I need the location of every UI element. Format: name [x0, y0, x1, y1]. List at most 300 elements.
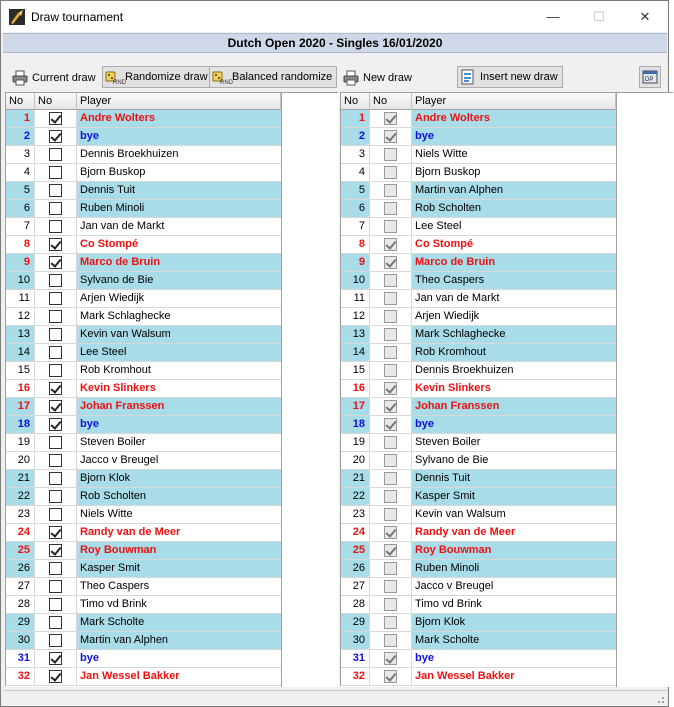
- row-number: 32: [6, 668, 35, 685]
- no-rnd-checkbox[interactable]: [49, 508, 62, 521]
- no-rnd-cell: [370, 416, 412, 433]
- row-number: 10: [341, 272, 370, 289]
- no-rnd-cell: [370, 110, 412, 127]
- no-rnd-checkbox: [384, 328, 397, 341]
- table-row[interactable]: [341, 650, 616, 668]
- no-rnd-checkbox[interactable]: [49, 292, 62, 305]
- row-number: 13: [6, 326, 35, 343]
- toolbar: [3, 59, 667, 93]
- player-name[interactable]: Ruben Minoli: [77, 200, 281, 217]
- randomize-draw-label: Randomize draw: [125, 71, 208, 83]
- no-rnd-cell: [370, 308, 412, 325]
- table-row[interactable]: [341, 146, 616, 164]
- no-rnd-checkbox[interactable]: [49, 544, 62, 557]
- column-no-rnd[interactable]: No: [370, 93, 412, 110]
- row-number: 20: [6, 452, 35, 469]
- player-name[interactable]: Bjorn Buskop: [80, 166, 146, 178]
- column-player[interactable]: Player: [77, 93, 281, 110]
- row-number: 7: [341, 218, 370, 235]
- player-name[interactable]: Theo Caspers: [412, 272, 616, 289]
- no-rnd-checkbox[interactable]: [49, 130, 62, 143]
- no-rnd-checkbox[interactable]: [49, 184, 62, 197]
- table-row[interactable]: [6, 380, 281, 398]
- player-name[interactable]: bye: [415, 652, 434, 664]
- player-name[interactable]: Co Stompé: [415, 238, 474, 250]
- table-row[interactable]: [341, 200, 616, 218]
- no-rnd-checkbox: [384, 112, 397, 125]
- no-rnd-cell: [370, 506, 412, 523]
- row-number: 1: [341, 110, 370, 127]
- player-name[interactable]: Jacco v Breugel: [415, 580, 494, 592]
- player-name[interactable]: Lee Steel: [77, 344, 281, 361]
- maximize-button[interactable]: ☐: [593, 8, 605, 24]
- minimize-button[interactable]: —: [546, 9, 560, 24]
- no-rnd-checkbox[interactable]: [49, 472, 62, 485]
- current-draw-rows: [6, 110, 281, 686]
- row-number: 13: [341, 326, 370, 343]
- no-rnd-cell: [35, 506, 77, 523]
- no-rnd-checkbox: [384, 184, 397, 197]
- table-row[interactable]: [341, 380, 616, 398]
- resize-grip-icon[interactable]: [655, 694, 665, 704]
- table-row[interactable]: [6, 362, 281, 380]
- row-number: 1: [6, 110, 35, 127]
- column-no[interactable]: No: [341, 93, 370, 110]
- player-name[interactable]: Andre Wolters: [77, 110, 281, 127]
- player-name[interactable]: Martin van Alphen: [412, 182, 616, 199]
- table-row[interactable]: [341, 236, 616, 254]
- player-name[interactable]: Sylvano de Bie: [415, 454, 489, 466]
- no-rnd-checkbox[interactable]: [49, 166, 62, 179]
- close-button[interactable]: ✕: [639, 8, 651, 24]
- player-name[interactable]: Kevin Slinkers: [415, 382, 491, 394]
- no-rnd-cell: [35, 110, 77, 127]
- player-name[interactable]: bye: [77, 416, 281, 433]
- no-rnd-cell: [35, 470, 77, 487]
- table-row[interactable]: [341, 308, 616, 326]
- no-rnd-checkbox[interactable]: [49, 220, 62, 233]
- row-number: 21: [6, 470, 35, 487]
- table-row[interactable]: [6, 560, 281, 578]
- row-number: 27: [341, 578, 370, 595]
- no-rnd-checkbox[interactable]: [49, 616, 62, 629]
- table-row[interactable]: [6, 524, 281, 542]
- table-row[interactable]: [6, 128, 281, 146]
- table-row[interactable]: [6, 326, 281, 344]
- table-row[interactable]: [341, 506, 616, 524]
- row-number: 5: [341, 182, 370, 199]
- no-rnd-checkbox[interactable]: [49, 652, 62, 665]
- player-name[interactable]: Timo vd Brink: [80, 598, 147, 610]
- no-rnd-cell: [370, 128, 412, 145]
- table-row[interactable]: [341, 668, 616, 686]
- row-number: 12: [6, 308, 35, 325]
- no-rnd-cell: [35, 128, 77, 145]
- window-title: Draw tournament: [31, 9, 124, 24]
- player-name[interactable]: Jacco v Breugel: [80, 454, 159, 466]
- table-row[interactable]: [6, 434, 281, 452]
- no-rnd-checkbox: [384, 130, 397, 143]
- print-new-draw-button[interactable]: [340, 67, 417, 89]
- table-row[interactable]: [341, 272, 616, 290]
- no-rnd-checkbox[interactable]: [49, 202, 62, 215]
- player-name[interactable]: bye: [412, 128, 616, 145]
- column-no-rnd[interactable]: No: [35, 93, 77, 110]
- player-name[interactable]: Steven Boiler: [415, 436, 481, 448]
- no-rnd-cell: [35, 452, 77, 469]
- player-name[interactable]: Dennis Tuit: [77, 182, 281, 199]
- current-draw-grid: [5, 92, 338, 686]
- table-row[interactable]: [6, 578, 281, 596]
- row-number: 3: [6, 146, 35, 163]
- player-name[interactable]: Bjorn Klok: [412, 614, 616, 631]
- row-number: 24: [341, 524, 370, 541]
- player-name[interactable]: Steven Boiler: [80, 436, 146, 448]
- player-name[interactable]: bye: [77, 128, 281, 145]
- no-rnd-checkbox[interactable]: [49, 310, 62, 323]
- new-draw-label: New draw: [363, 72, 412, 84]
- no-rnd-cell: [35, 488, 77, 505]
- svg-text:RND: RND: [113, 80, 126, 86]
- no-rnd-checkbox[interactable]: [49, 328, 62, 341]
- no-rnd-cell: [370, 632, 412, 649]
- row-number: 28: [6, 596, 35, 613]
- no-rnd-cell: [35, 434, 77, 451]
- player-name[interactable]: Dennis Broekhuizen: [80, 148, 179, 160]
- no-rnd-checkbox: [384, 256, 397, 269]
- row-number: 2: [341, 128, 370, 145]
- table-row[interactable]: [6, 200, 281, 218]
- new-draw-header: [341, 93, 616, 110]
- row-number: 22: [341, 488, 370, 505]
- row-number: 14: [341, 344, 370, 361]
- export-icon: [642, 69, 658, 85]
- row-number: 23: [6, 506, 35, 523]
- no-rnd-checkbox[interactable]: [49, 562, 62, 575]
- table-row[interactable]: [6, 236, 281, 254]
- no-rnd-cell: [35, 182, 77, 199]
- player-name[interactable]: Rob Scholten: [412, 200, 616, 217]
- no-rnd-cell: [370, 344, 412, 361]
- player-name[interactable]: Johan Franssen: [77, 398, 281, 415]
- table-row[interactable]: [6, 308, 281, 326]
- player-name[interactable]: Dennis Broekhuizen: [415, 364, 514, 376]
- player-name[interactable]: Sylvano de Bie: [77, 272, 281, 289]
- player-name[interactable]: bye: [80, 652, 99, 664]
- table-row[interactable]: [341, 344, 616, 362]
- table-row[interactable]: [6, 614, 281, 632]
- player-name[interactable]: Kevin van Walsum: [415, 508, 506, 520]
- no-rnd-cell: [370, 452, 412, 469]
- no-rnd-checkbox[interactable]: [49, 346, 62, 359]
- no-rnd-checkbox[interactable]: [49, 436, 62, 449]
- no-rnd-cell: [35, 254, 77, 271]
- row-number: 4: [6, 164, 35, 181]
- player-name[interactable]: Kevin van Walsum: [77, 326, 281, 343]
- insert-draw-icon: [460, 69, 476, 85]
- no-rnd-checkbox[interactable]: [49, 598, 62, 611]
- no-rnd-cell: [35, 236, 77, 253]
- status-bar: [3, 690, 667, 706]
- player-name[interactable]: Kasper Smit: [412, 488, 616, 505]
- table-row[interactable]: [6, 416, 281, 434]
- row-number: 4: [341, 164, 370, 181]
- no-rnd-cell: [370, 326, 412, 343]
- row-number: 19: [341, 434, 370, 451]
- no-rnd-cell: [370, 182, 412, 199]
- no-rnd-cell: [35, 560, 77, 577]
- draw-tournament-app-icon: [9, 9, 25, 25]
- no-rnd-checkbox[interactable]: [49, 670, 62, 683]
- no-rnd-checkbox: [384, 472, 397, 485]
- table-row[interactable]: [6, 182, 281, 200]
- player-name[interactable]: Theo Caspers: [80, 580, 150, 592]
- row-number: 6: [6, 200, 35, 217]
- player-name[interactable]: Mark Scholte: [412, 632, 616, 649]
- no-rnd-checkbox: [384, 670, 397, 683]
- table-row[interactable]: [341, 488, 616, 506]
- no-rnd-checkbox: [384, 310, 397, 323]
- no-rnd-checkbox[interactable]: [49, 418, 62, 431]
- player-name[interactable]: Rob Kromhout: [412, 344, 616, 361]
- row-number: 11: [341, 290, 370, 307]
- new-draw-grid: [340, 92, 673, 686]
- player-name[interactable]: Niels Witte: [80, 508, 133, 520]
- svg-text:RND: RND: [220, 80, 233, 86]
- table-row[interactable]: [6, 398, 281, 416]
- player-name[interactable]: Roy Bouwman: [412, 542, 616, 559]
- no-rnd-cell: [35, 290, 77, 307]
- no-rnd-cell: [35, 272, 77, 289]
- table-row[interactable]: [6, 542, 281, 560]
- no-rnd-cell: [370, 524, 412, 541]
- no-rnd-checkbox: [384, 346, 397, 359]
- column-player[interactable]: Player: [412, 93, 616, 110]
- table-row[interactable]: [6, 254, 281, 272]
- no-rnd-cell: [35, 614, 77, 631]
- player-name[interactable]: Andre Wolters: [412, 110, 616, 127]
- table-row[interactable]: [341, 578, 616, 596]
- table-row[interactable]: [6, 650, 281, 668]
- row-number: 30: [341, 632, 370, 649]
- player-name[interactable]: Dennis Tuit: [412, 470, 616, 487]
- table-row[interactable]: [6, 146, 281, 164]
- player-name[interactable]: bye: [412, 416, 616, 433]
- svg-text:DP: DP: [645, 77, 654, 83]
- table-row[interactable]: [341, 614, 616, 632]
- player-name[interactable]: Martin van Alphen: [77, 632, 281, 649]
- player-name[interactable]: Jan van de Markt: [415, 292, 500, 304]
- table-row[interactable]: [341, 254, 616, 272]
- no-rnd-checkbox[interactable]: [49, 256, 62, 269]
- balanced-randomize-button[interactable]: [209, 66, 337, 88]
- no-rnd-checkbox[interactable]: [49, 364, 62, 377]
- player-name[interactable]: Randy van de Meer: [415, 526, 516, 538]
- table-row[interactable]: [6, 452, 281, 470]
- table-row[interactable]: [341, 290, 616, 308]
- no-rnd-checkbox: [384, 220, 397, 233]
- table-row[interactable]: [341, 110, 616, 128]
- player-name[interactable]: Niels Witte: [415, 148, 468, 160]
- table-row[interactable]: [6, 218, 281, 236]
- no-rnd-cell: [370, 164, 412, 181]
- player-name[interactable]: Mark Scholte: [77, 614, 281, 631]
- table-row[interactable]: [341, 326, 616, 344]
- no-rnd-cell: [370, 614, 412, 631]
- dice-icon: [105, 69, 126, 86]
- tournament-caption: Dutch Open 2020 - Singles 16/01/2020: [3, 33, 667, 53]
- player-name[interactable]: Ruben Minoli: [412, 560, 616, 577]
- table-row[interactable]: [341, 128, 616, 146]
- table-row[interactable]: [6, 290, 281, 308]
- no-rnd-cell: [370, 218, 412, 235]
- player-name[interactable]: Rob Kromhout: [80, 364, 151, 376]
- no-rnd-cell: [35, 164, 77, 181]
- no-rnd-cell: [35, 650, 77, 667]
- row-number: 15: [6, 362, 35, 379]
- no-rnd-cell: [370, 380, 412, 397]
- no-rnd-checkbox: [384, 202, 397, 215]
- no-rnd-cell: [370, 578, 412, 595]
- randomize-draw-button[interactable]: [102, 66, 213, 88]
- player-name[interactable]: Arjen Wiedijk: [415, 310, 480, 322]
- row-number: 26: [6, 560, 35, 577]
- table-row[interactable]: [341, 596, 616, 614]
- no-rnd-cell: [370, 362, 412, 379]
- player-name[interactable]: Co Stompé: [80, 238, 139, 250]
- no-rnd-checkbox[interactable]: [49, 490, 62, 503]
- no-rnd-cell: [35, 344, 77, 361]
- row-number: 21: [341, 470, 370, 487]
- table-row[interactable]: [6, 164, 281, 182]
- row-number: 19: [6, 434, 35, 451]
- no-rnd-cell: [35, 398, 77, 415]
- no-rnd-checkbox[interactable]: [49, 454, 62, 467]
- no-rnd-checkbox[interactable]: [49, 112, 62, 125]
- no-rnd-checkbox[interactable]: [49, 238, 62, 251]
- no-rnd-checkbox[interactable]: [49, 580, 62, 593]
- row-number: 28: [341, 596, 370, 613]
- print-current-draw-button[interactable]: [9, 67, 101, 89]
- table-row[interactable]: [341, 218, 616, 236]
- current-draw-label: Current draw: [32, 72, 96, 84]
- table-row[interactable]: [341, 164, 616, 182]
- no-rnd-checkbox: [384, 454, 397, 467]
- no-rnd-checkbox: [384, 364, 397, 377]
- table-row[interactable]: [6, 272, 281, 290]
- row-number: 7: [6, 218, 35, 235]
- table-row[interactable]: [341, 398, 616, 416]
- player-name[interactable]: Jan van de Markt: [80, 220, 165, 232]
- table-row[interactable]: [6, 506, 281, 524]
- player-name[interactable]: Jan Wessel Bakker: [415, 670, 515, 682]
- row-number: 8: [341, 236, 370, 253]
- table-row[interactable]: [341, 182, 616, 200]
- player-name[interactable]: Roy Bouwman: [77, 542, 281, 559]
- player-name[interactable]: Arjen Wiedijk: [80, 292, 145, 304]
- table-row[interactable]: [6, 632, 281, 650]
- no-rnd-cell: [370, 668, 412, 685]
- no-rnd-cell: [35, 596, 77, 613]
- table-row[interactable]: [341, 362, 616, 380]
- no-rnd-checkbox: [384, 274, 397, 287]
- player-name[interactable]: Mark Schlaghecke: [80, 310, 171, 322]
- no-rnd-checkbox: [384, 166, 397, 179]
- no-rnd-checkbox: [384, 490, 397, 503]
- player-name[interactable]: Rob Scholten: [77, 488, 281, 505]
- table-row[interactable]: [341, 416, 616, 434]
- player-name[interactable]: Jan Wessel Bakker: [80, 670, 180, 682]
- player-name[interactable]: Mark Schlaghecke: [412, 326, 616, 343]
- no-rnd-cell: [35, 578, 77, 595]
- no-rnd-checkbox: [384, 562, 397, 575]
- player-name[interactable]: Kasper Smit: [77, 560, 281, 577]
- table-row[interactable]: [341, 434, 616, 452]
- row-number: 16: [341, 380, 370, 397]
- no-rnd-cell: [370, 398, 412, 415]
- player-name[interactable]: Marco de Bruin: [77, 254, 281, 271]
- table-row[interactable]: [6, 596, 281, 614]
- row-number: 15: [341, 362, 370, 379]
- table-row[interactable]: [6, 668, 281, 686]
- table-row[interactable]: [341, 524, 616, 542]
- no-rnd-checkbox[interactable]: [49, 400, 62, 413]
- row-number: 9: [341, 254, 370, 271]
- player-name[interactable]: Timo vd Brink: [415, 598, 482, 610]
- player-name[interactable]: Bjorn Buskop: [415, 166, 481, 178]
- no-rnd-cell: [35, 218, 77, 235]
- player-name[interactable]: Randy van de Meer: [80, 526, 181, 538]
- row-number: 8: [6, 236, 35, 253]
- title-bar: [1, 1, 668, 32]
- row-number: 24: [6, 524, 35, 541]
- column-no[interactable]: No: [6, 93, 35, 110]
- table-row[interactable]: [6, 470, 281, 488]
- row-number: 27: [6, 578, 35, 595]
- table-row[interactable]: [341, 470, 616, 488]
- player-name[interactable]: Kevin Slinkers: [80, 382, 156, 394]
- row-number: 20: [341, 452, 370, 469]
- player-name[interactable]: Bjorn Klok: [77, 470, 281, 487]
- table-row[interactable]: [341, 632, 616, 650]
- no-rnd-cell: [370, 470, 412, 487]
- no-rnd-checkbox[interactable]: [49, 148, 62, 161]
- table-row[interactable]: [6, 488, 281, 506]
- player-name[interactable]: Marco de Bruin: [412, 254, 616, 271]
- no-rnd-checkbox: [384, 508, 397, 521]
- player-name[interactable]: Lee Steel: [415, 220, 462, 232]
- row-number: 23: [341, 506, 370, 523]
- no-rnd-checkbox[interactable]: [49, 382, 62, 395]
- row-number: 18: [341, 416, 370, 433]
- no-rnd-cell: [370, 488, 412, 505]
- insert-new-draw-button[interactable]: [457, 66, 563, 88]
- row-number: 31: [341, 650, 370, 667]
- printer-icon: [343, 70, 359, 86]
- no-rnd-checkbox[interactable]: [49, 526, 62, 539]
- table-row[interactable]: [6, 344, 281, 362]
- row-number: 32: [341, 668, 370, 685]
- table-row[interactable]: [6, 110, 281, 128]
- no-rnd-checkbox[interactable]: [49, 634, 62, 647]
- table-row[interactable]: [341, 452, 616, 470]
- no-rnd-checkbox[interactable]: [49, 274, 62, 287]
- player-name[interactable]: Johan Franssen: [412, 398, 616, 415]
- table-row[interactable]: [341, 542, 616, 560]
- table-row[interactable]: [341, 560, 616, 578]
- export-button[interactable]: [639, 66, 661, 88]
- no-rnd-cell: [35, 416, 77, 433]
